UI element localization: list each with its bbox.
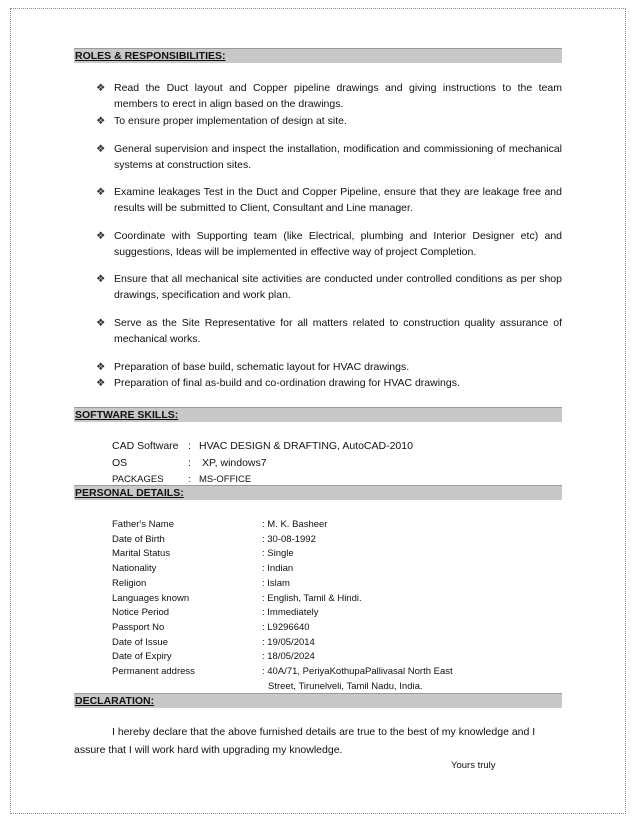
personal-label-passport: Passport No [112,622,165,633]
personal-value-address-line2: Street, Tirunelveli, Tamil Nadu, India. [268,681,423,692]
roles-item-2: To ensure proper implementation of design at site. [114,115,347,127]
software-sep-cad: : [188,440,191,452]
diamond-bullet-icon: ❖ [96,115,106,127]
software-sep-os: : [188,457,191,469]
diamond-bullet-icon: ❖ [96,82,106,94]
roles-heading: ROLES & RESPONSIBILITIES: [74,48,562,63]
personal-value-father: : M. K. Basheer [262,519,328,530]
personal-label-issue: Date of Issue [112,637,168,648]
declaration-heading: DECLARATION: [74,693,562,708]
personal-label-expiry: Date of Expiry [112,651,172,662]
software-value-cad: HVAC DESIGN & DRAFTING, AutoCAD-2010 [199,440,413,452]
personal-label-dob: Date of Birth [112,534,165,545]
software-value-os: XP, windows7 [202,457,267,469]
personal-value-nationality: : Indian [262,563,294,574]
diamond-bullet-icon: ❖ [96,273,106,285]
roles-item-9: Preparation of final as-build and co-ordination drawing for HVAC drawings. [114,377,460,389]
roles-item-6: Ensure that all mechanical site activities are conducted under controlled conditions as per shop drawings, specification and work plan. [114,273,562,301]
personal-label-religion: Religion [112,578,147,589]
diamond-bullet-icon: ❖ [96,230,106,242]
personal-label-notice: Notice Period [112,607,170,618]
roles-item-3: General supervision and inspect the installation, modification and commissioning of mechanical systems at construction sites. [114,143,562,171]
personal-value-dob: : 30-08-1992 [262,534,316,545]
diamond-bullet-icon: ❖ [96,377,106,389]
personal-label-nationality: Nationality [112,563,157,574]
declaration-line2: assure that I will work hard with upgrading my knowledge. [74,744,343,756]
personal-value-languages: : English, Tamil & Hindi. [262,593,362,604]
personal-label-address: Permanent address [112,666,195,677]
personal-label-father: Father's Name [112,519,175,530]
software-label-packages: PACKAGES [112,474,164,485]
closing-yours-truly: Yours truly [451,760,496,771]
personal-value-religion: : Islam [262,578,290,589]
roles-item-8: Preparation of base build, schematic layout for HVAC drawings. [114,361,410,373]
diamond-bullet-icon: ❖ [96,186,106,198]
software-label-cad: CAD Software [112,440,179,452]
personal-value-issue: : 19/05/2014 [262,637,315,648]
personal-value-notice: : Immediately [262,607,319,618]
diamond-bullet-icon: ❖ [96,361,106,373]
personal-heading: PERSONAL DETAILS: [74,485,562,500]
personal-value-passport: : L9296640 [262,622,310,633]
personal-value-address: : 40A/71, PeriyaKothupaPallivasal North East [262,666,453,677]
personal-label-languages: Languages known [112,593,190,604]
diamond-bullet-icon: ❖ [96,143,106,155]
personal-value-marital: : Single [262,548,294,559]
software-sep-packages: : [188,474,191,485]
diamond-bullet-icon: ❖ [96,317,106,329]
software-value-packages: MS-OFFICE [199,474,252,485]
roles-item-5: Coordinate with Supporting team (like Electrical, plumbing and Interior Designer etc) and suggestions, Ideas will be implemented in effective way of project Completion. [114,230,562,258]
personal-label-marital: Marital Status [112,548,171,559]
roles-item-1: Read the Duct layout and Copper pipeline drawings and giving instructions to the team members to erect in align based on the drawings. [114,82,562,110]
declaration-line1: I hereby declare that the above furnished details are true to the best of my knowledge and I [112,726,536,738]
roles-item-7: Serve as the Site Representative for all matters related to construction quality assurance of mechanical works. [114,317,562,345]
roles-item-4: Examine leakages Test in the Duct and Copper Pipeline, ensure that they are leakage free and results will be submitted to Client, Consultant and Line manager. [114,186,562,214]
software-heading: SOFTWARE SKILLS: [74,407,562,422]
software-label-os: OS [112,457,128,469]
personal-value-expiry: : 18/05/2024 [262,651,315,662]
